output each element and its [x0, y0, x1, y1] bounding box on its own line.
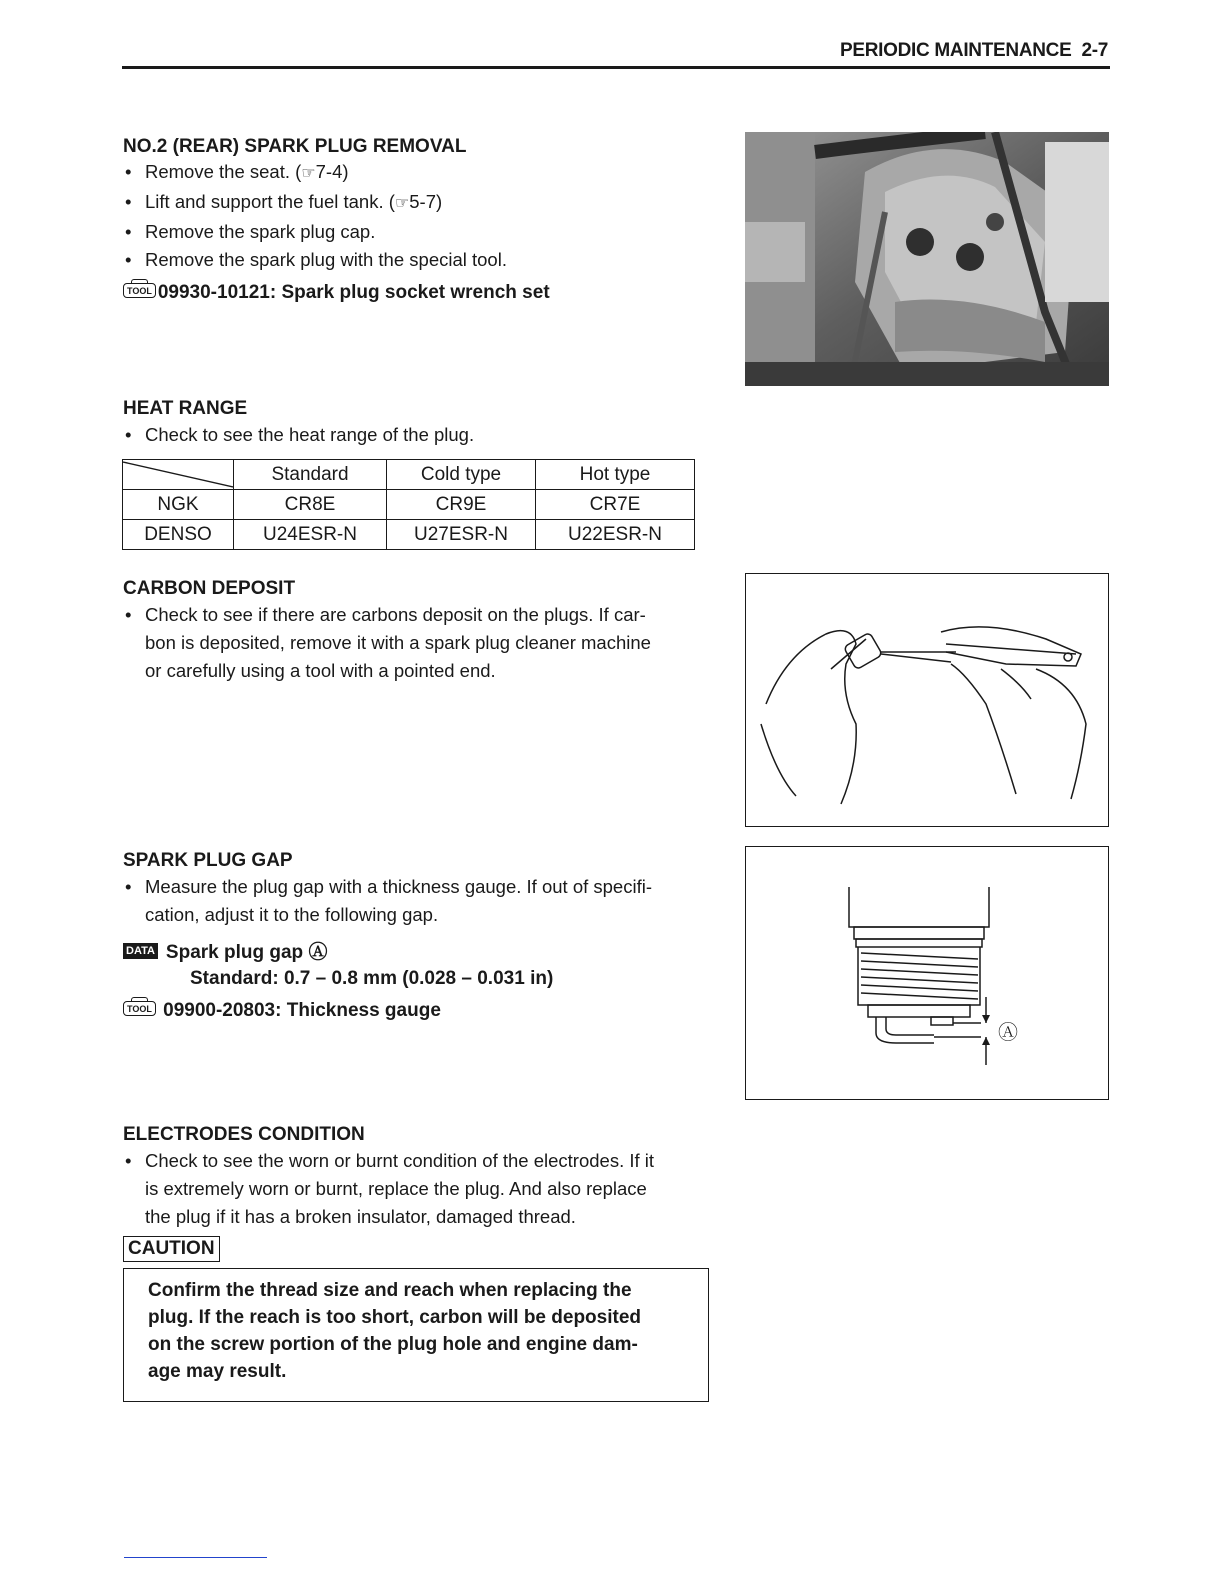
table-corner-cell: [123, 460, 234, 490]
section-spark-plug-gap: [123, 850, 723, 1022]
tool-text: 09930-10121: Spark plug socket wrench set: [157, 282, 550, 303]
gap-label: Ⓐ: [998, 1020, 1018, 1044]
table-cell: U27ESR-N: [387, 520, 536, 550]
list-item: • Check to see the worn or burnt condition of the electrodes. If it is extremely worn or burnt, replace the plug. And also replace the plug if it has a broken insulator, damaged thread.: [123, 1147, 723, 1231]
table-cell: CR9E: [387, 490, 536, 520]
spec-label: DATA Spark plug gap Ⓐ: [123, 937, 723, 964]
caution-line: plug. If the reach is too short, carbon will be deposited: [148, 1307, 641, 1328]
list-item: • Remove the spark plug cap.: [123, 218, 723, 246]
table-header-cell: Standard: [234, 460, 387, 490]
page-header: [840, 40, 1108, 62]
tool-text: 09900-20803: Thickness gauge: [163, 1000, 441, 1021]
data-icon: DATA: [123, 943, 158, 959]
spark-plug-gap-figure: [745, 846, 1109, 1100]
caution-line: Confirm the thread size and reach when replacing the: [148, 1280, 632, 1301]
table-row-label: DENSO: [123, 520, 234, 550]
section-removal: [123, 136, 723, 304]
table-header-row: [123, 460, 695, 490]
table-header-cell: Cold type: [387, 460, 536, 490]
section-title-spark-plug-gap: SPARK PLUG GAP: [123, 850, 293, 871]
table-cell: U22ESR-N: [536, 520, 695, 550]
list-item: • Check to see if there are carbons deposit on the plugs. If car- bon is deposited, remove it with a spark plug cleaner machine or carefully using a tool with a pointed end.: [123, 601, 723, 685]
reference-icon: ☞: [301, 165, 316, 182]
engine-photo: [745, 132, 1109, 386]
header-title: PERIODIC MAINTENANCE: [839, 40, 1072, 61]
section-title-carbon-deposit: CARBON DEPOSIT: [123, 578, 296, 599]
tool-spec: [123, 282, 723, 304]
list-item: • Check to see the heat range of the plug.: [123, 421, 723, 449]
spec-value: Standard: 0.7 – 0.8 mm (0.028 – 0.031 in): [190, 968, 554, 989]
caution-box: [123, 1268, 709, 1402]
header-rule: [122, 66, 1110, 69]
footer-rule: [124, 1557, 267, 1558]
section-electrodes-condition: [123, 1124, 723, 1231]
reference-icon: ☞: [394, 195, 410, 212]
section-title-removal: NO.2 (REAR) SPARK PLUG REMOVAL: [123, 136, 467, 157]
section-title-electrodes: ELECTRODES CONDITION: [123, 1124, 365, 1145]
page-number: 2-7: [1081, 40, 1108, 61]
section-carbon-deposit: [123, 578, 723, 685]
table-header-cell: Hot type: [536, 460, 695, 490]
list-item: • Lift and support the fuel tank. (☞5-7): [123, 188, 723, 218]
table-cell: CR7E: [536, 490, 695, 520]
heat-range-table: [122, 459, 695, 550]
table-row: [123, 520, 695, 550]
section-heat-range: [123, 398, 723, 449]
tool-icon: TOOL: [123, 283, 156, 298]
caution-line: age may result.: [148, 1361, 287, 1382]
tool-icon: TOOL: [123, 1001, 156, 1016]
table-row-label: NGK: [123, 490, 234, 520]
table-row: [123, 490, 695, 520]
table-cell: U24ESR-N: [234, 520, 387, 550]
tool-spec: [123, 1000, 723, 1022]
caution-line: on the screw portion of the plug hole and engine dam-: [148, 1334, 638, 1355]
section-title-heat-range: HEAT RANGE: [123, 398, 248, 419]
list-item: • Remove the seat. (☞7-4): [123, 158, 723, 188]
list-item: • Measure the plug gap with a thickness gauge. If out of specifi- cation, adjust it to the following gap.: [123, 873, 723, 929]
carbon-cleaning-figure: [745, 573, 1109, 827]
table-cell: CR8E: [234, 490, 387, 520]
list-item: • Remove the spark plug with the special tool.: [123, 246, 723, 274]
caution-label: CAUTION: [123, 1236, 220, 1262]
